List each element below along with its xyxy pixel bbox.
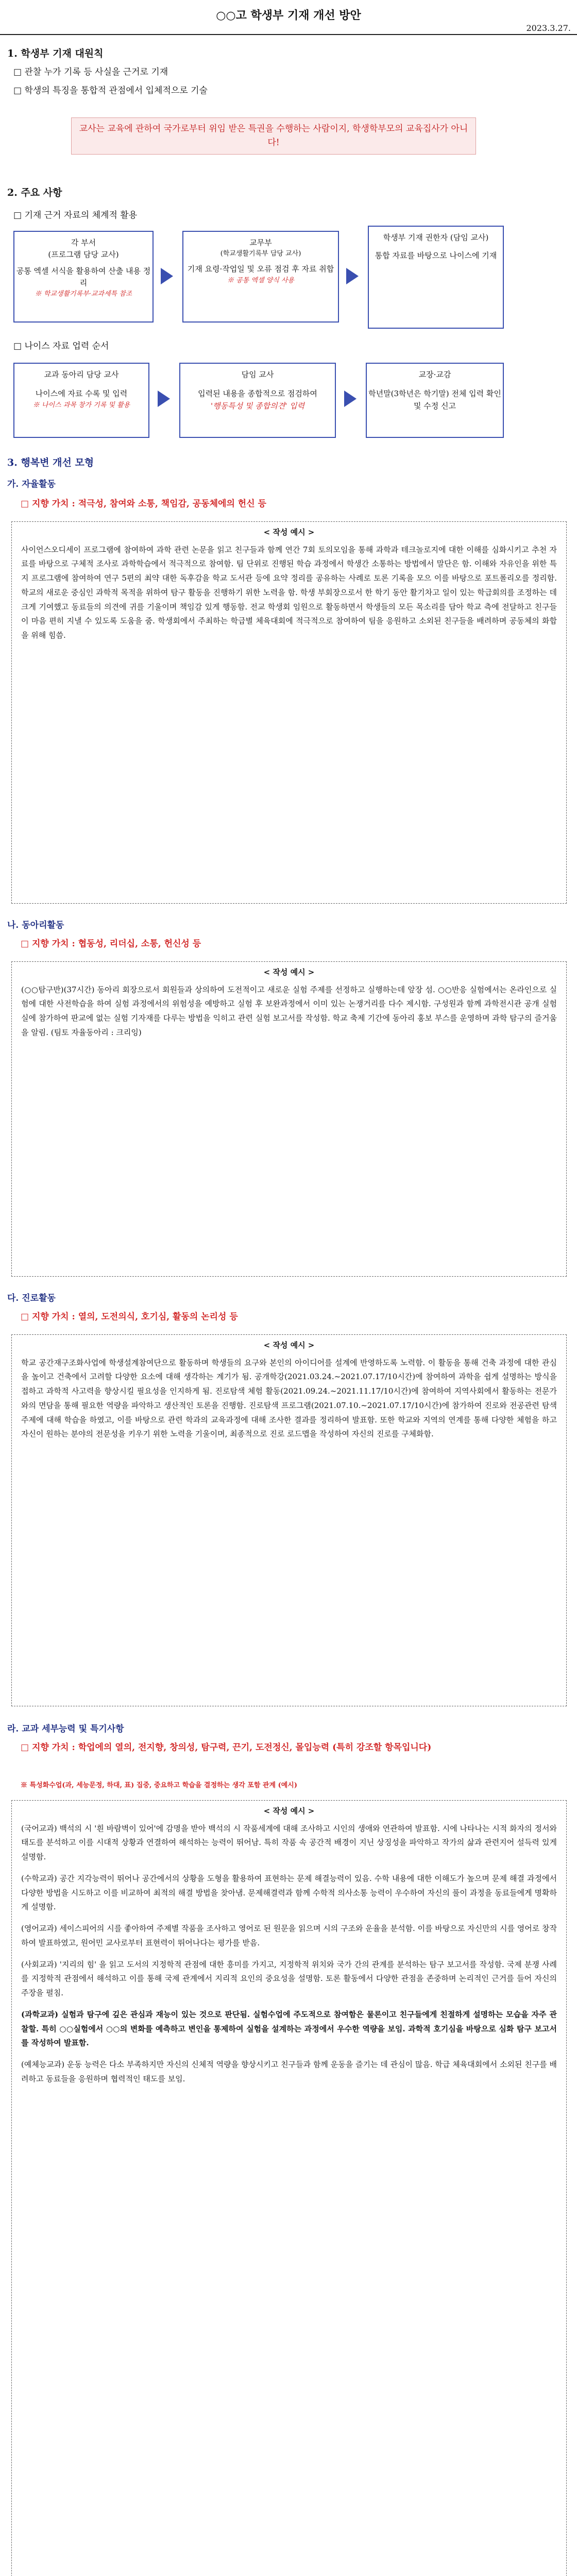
ga-example-text: 사이언스오디세이 프로그램에 참여하여 과학 관련 논문을 읽고 친구들과 함께 연간 7회 토의모임을 통해 과학과 테크놀로지에 대한 이해를 심화시키고 추천 자료를 바탕으로 구체적 조사로 과학학습에서 적극적으로 참여함. 팀 단위로 진행된 학습 과정에서 학생간 소통하는 방법에서 말단은 함. 이해와 자유인을 위한 특지 프로그램에 참여하여 연구 5편의 최약 대한 독후감을 학교 도서관 등에 요약 정리를 공유하는 사례로 토론 기록을 모으 이를 바탕으로 포트폴리오를 정리함. 학교의 새로운 중심인 과학적 목적을 위하여 탐구 활동을 진행하기 위한 노력을 함. 학생 부회장으로서 한 학기 동안 활기차고 일이 있는 학급회의를 조정하는 데 크게 기여했고 동료들의 의견에 귀를 기울이며 책임감 있게 행동함. 전교 학생회 임원으로 활동하면서 학생들의 모든 목소리를 담아 학교 측에 전달하고 친구들이 마음 편히 지낼 수 있도록 도움을 줌. 학생회에서 주최하는 학급별 체육대회에 적극적으로 참여하여 팀을 응원하고 소외된 친구들을 배려하며 공동체의 화합을 위해 힘씀. — [21, 545, 557, 640]
na-heading: 나. 동아리활동 — [7, 920, 64, 930]
flow2-box-2-note: '행동특성 및 종합의견' 입력 — [211, 401, 304, 411]
ga-focus: □ 지향 가치 : 적극성, 참여와 소통, 책임감, 공동체에의 헌신 등 — [21, 499, 266, 509]
flow1-box-2-body: 기재 요령·작업일 및 오류 점검 후 자료 취합 — [187, 264, 334, 274]
da-heading: 다. 진로활동 — [7, 1293, 56, 1303]
ga-heading: 가. 자율활동 — [7, 479, 56, 489]
flow2-box-1 — [13, 363, 149, 438]
flow1-arrow-1 — [161, 268, 173, 284]
ga-example-caption: < 작성 예시 > — [12, 525, 566, 540]
ra-focus: □ 지향 가치 : 학업에의 열의, 전지향, 창의성, 탐구력, 끈기, 도전정신, 몰입능력 (특히 강조할 항목입니다) — [21, 1742, 432, 1753]
ra-example-para-4: (사회교과) '지리의 힘' 을 읽고 도서의 지정학적 관점에 대한 흥미를 가지고, 지정학적 위치와 국가 간의 관계를 분석하는 탐구 보고서를 작성함. 국제 분쟁 사례를 지정학적 관점에서 해석하고 이를 통해 국제 관계에서 지리적 요인의 중요성을 설명함. 토론 활동에서 다양한 관점을 존중하며 논리적인 근거를 들어 자신의 주장을 펼침. — [21, 1959, 557, 1997]
s1-bullet-1: □ 관찰 누가 기록 등 사실을 근거로 기재 — [13, 67, 168, 77]
flow2-box-1-body: 나이스에 자료 수록 및 입력 — [35, 389, 128, 399]
na-example-text: (○○탐구반)(37시간) 동아리 회장으로서 회원들과 상의하여 도전적이고 새로운 실험 주제를 선정하고 실행하는데 앞장 섬. ○○반응 실험에서는 온라인으로 실험에 대한 사전학습을 하여 실험 과정에서의 위험성을 예방하고 실험 후 보완과정에서 이미 있는 논쟁거리를 다수 제시함. 구성원과 함께 과학전시관 공개 실험실에 참가하여 판교에 없는 실험 기자재를 다루는 방법을 익히고 관련 실험 보고서를 작성함. 학교 축제 기간에 동아리 홍보 부스를 운영하며 과학 탐구의 즐거움을 알림. (팀토 자율동아리 : 크리잉) — [21, 985, 557, 1037]
document-date: 2023.3.27. — [526, 23, 571, 33]
flow1-box-1-sub: (프로그램 담당 교사) — [48, 250, 119, 260]
flow2-box-3-title: 교장·교감 — [418, 370, 451, 379]
flow2-arrow-1 — [158, 391, 170, 407]
flow1-arrow-2 — [346, 268, 359, 284]
flow1-box-1 — [13, 231, 154, 323]
flow2-box-1-note: ※ 나이스 과목 창가 기록 및 활용 — [32, 401, 130, 409]
flow1-box-1-body: 공통 엑셀 서식을 활용하여 산출 내용 정리 — [16, 266, 151, 287]
flow1-box-3-body: 통합 자료를 바탕으로 나이스에 기재 — [375, 251, 497, 261]
section-3-heading: 3. 행복변 개선 모형 — [7, 457, 94, 468]
flow2-box-3-body: 학년말(3학년은 학기말) 전체 입력 확인 및 수정 신고 — [368, 389, 501, 411]
flow1-box-3 — [368, 226, 504, 329]
flow2-arrow-2 — [344, 391, 357, 407]
document-title: ○○고 학생부 기재 개선 방안 — [216, 9, 361, 22]
da-example-caption: < 작성 예시 > — [12, 1338, 566, 1353]
flow2-box-1-title: 교과 동아리 담당 교사 — [44, 370, 119, 379]
flow1-box-2 — [182, 231, 339, 323]
ra-example-para-6: (예체능교과) 운동 능력은 다소 부족하지만 자신의 신체적 역량을 향상시키고 친구들과 함께 운동을 즐기는 데 관심이 많음. 학급 체육대회에서 소외된 친구를 배려하고 동료들을 응원하며 협력적인 태도를 보임. — [21, 2060, 557, 2083]
flow1-box-2-sub: (학교생활기록부 담당 교사) — [220, 250, 301, 258]
flow2-box-2-body: 입력된 내용을 종합적으로 점검하여 — [198, 389, 317, 399]
section-2-heading: 2. 주요 사항 — [7, 187, 62, 198]
ra-example-para-5: (과학교과) 실험과 탐구에 깊은 관심과 재능이 있는 것으로 판단됨. 실험수업에 주도적으로 참여함은 물론이고 친구들에게 친절하게 설명하는 모습을 자주 관찰할. 특히 ○○실험에서 ○○의 변화를 예측하고 변인을 통제하여 실험을 설계하는 과정에서 우수한 역량을 보임. 과학적 호기심을 바탕으로 심화 탐구 보고서를 작성하여 발표함. — [21, 2009, 557, 2048]
da-focus: □ 지향 가치 : 열의, 도전의식, 호기심, 활동의 논리성 등 — [21, 1312, 238, 1322]
flow1-box-2-note: ※ 공통 엑셀 양식 사용 — [227, 276, 294, 284]
ra-note: ※ 특성화수업(과, 세능문정, 하대, 표) 집중, 중요하고 학습을 결정하는 생각 포함 관계 (예시) — [21, 1782, 297, 1789]
na-focus: □ 지향 가치 : 협동성, 리더십, 소통, 헌신성 등 — [21, 939, 201, 949]
flow1-box-1-note: ※ 학교생활기록부·교과세특 참조 — [35, 290, 132, 298]
ra-example-box — [11, 1800, 567, 2576]
da-example-text: 학교 공간재구조화사업에 학생설계참여단으로 활동하며 학생들의 요구와 본인의 아이디어를 설계에 반영하도록 노력함. 이 활동을 통해 건축 과정에 대한 관심을 높이고 건축에서 고려할 다양한 요소에 대해 생각하는 계기가 됨. 공개학강(2021.03.24.~2021.07.17/10시간)에 참여하여 과학을 쉽게 설명하는 방식을 접하고 과학적 사고력을 향상시킬 필요성을 인지하게 됨. 진로탐색 체험 활동(2021.09.24.~2021.11.17/10시간)에 참여하여 지역사회에서 활동하는 전문가와의 면담을 통해 필요한 역량을 파악하고 생산적인 토론을 진행함. 진로탐색 프로그램(2021.07.10.~2021.07.17/10시간)에 참가하여 진로와 전공관련 탐색 주제에 대해 학습을 하였고, 이를 바탕으로 관련 학과의 교육과정에 대해 조사한 결과를 정리하여 발표함. 또한 학교와 지역의 연계를 통해 다양한 체험을 하고 자신이 원하는 분야의 전문성을 키우기 위한 노력을 기울이며, 최종적으로 진로 로드맵을 작성하여 자신의 진로를 구체화함. — [21, 1358, 557, 1439]
s2-sub-2: □ 나이스 자료 업력 순서 — [13, 341, 109, 351]
flow2-box-3 — [366, 363, 504, 438]
section-1-heading: 1. 학생부 기재 대원칙 — [7, 48, 104, 59]
header-divider — [0, 34, 577, 35]
flow2-box-2-title: 담임 교사 — [241, 370, 274, 379]
document-header — [0, 5, 577, 33]
na-example-caption: < 작성 예시 > — [12, 965, 566, 980]
s1-bullet-2: □ 학생의 특징을 통합적 관점에서 입체적으로 기술 — [13, 86, 208, 96]
flow1-box-3-title: 학생부 기재 권한자 (담임 교사) — [383, 233, 489, 242]
ra-example-para-1: (국어교과) 백석의 시 '흰 바람벽이 있어'에 감명을 받아 백석의 시 작품세계에 대해 조사하고 시인의 생애와 연관하여 발표함. 시에 나타나는 시적 화자의 정서와 태도를 분석하고 이를 시대적 상황과 연결하여 해석하는 능력이 뛰어남. 특히 작품 속 공간적 배경이 지닌 상징성을 파악하고 작가의 삶과 관련지어 설득력 있게 설명함. — [21, 1823, 557, 1861]
ra-heading: 라. 교과 세부능력 및 특기사항 — [7, 1724, 124, 1734]
flow2-box-2 — [179, 363, 336, 438]
ra-example-para-3: (영어교과) 세이스피어의 시를 좋아하여 주제별 작품을 조사하고 영어로 된 원문을 읽으며 시의 구조와 운율을 분석함. 이를 바탕으로 자신만의 시를 영어로 창작하여 발표하였고, 원어민 교사로부터 표현력이 뛰어나다는 평가를 받음. — [21, 1924, 557, 1947]
ra-example-para-2: (수학교과) 공간 지각능력이 뛰어나 공간에서의 상황을 도형을 활용하여 표현하는 문제 해결능력이 있음. 수학 내용에 대한 이해도가 높으며 문제 해결 과정에서 다양한 방법을 시도하고 이를 비교하여 최적의 해결 방법을 찾아냄. 문제해결력과 함께 수학적 의사소통 능력이 우수하여 자신의 풀이 과정을 동료들에게 명확하게 설명함. — [21, 1873, 557, 1912]
s1-note-box: 교사는 교육에 관하여 국가로부터 위임 받은 특권을 수행하는 사람이지, 학생학부모의 교육집사가 아니다! — [71, 117, 476, 155]
flow1-box-1-title: 각 부서 — [71, 238, 96, 247]
flow1-box-2-title: 교무부 — [249, 238, 272, 247]
s2-sub-1: □ 기재 근거 자료의 체계적 활용 — [13, 210, 138, 221]
ra-example-caption: < 작성 예시 > — [12, 1804, 566, 1819]
na-example-box — [11, 961, 567, 1277]
da-example-box — [11, 1334, 567, 1706]
ga-example-box — [11, 521, 567, 904]
